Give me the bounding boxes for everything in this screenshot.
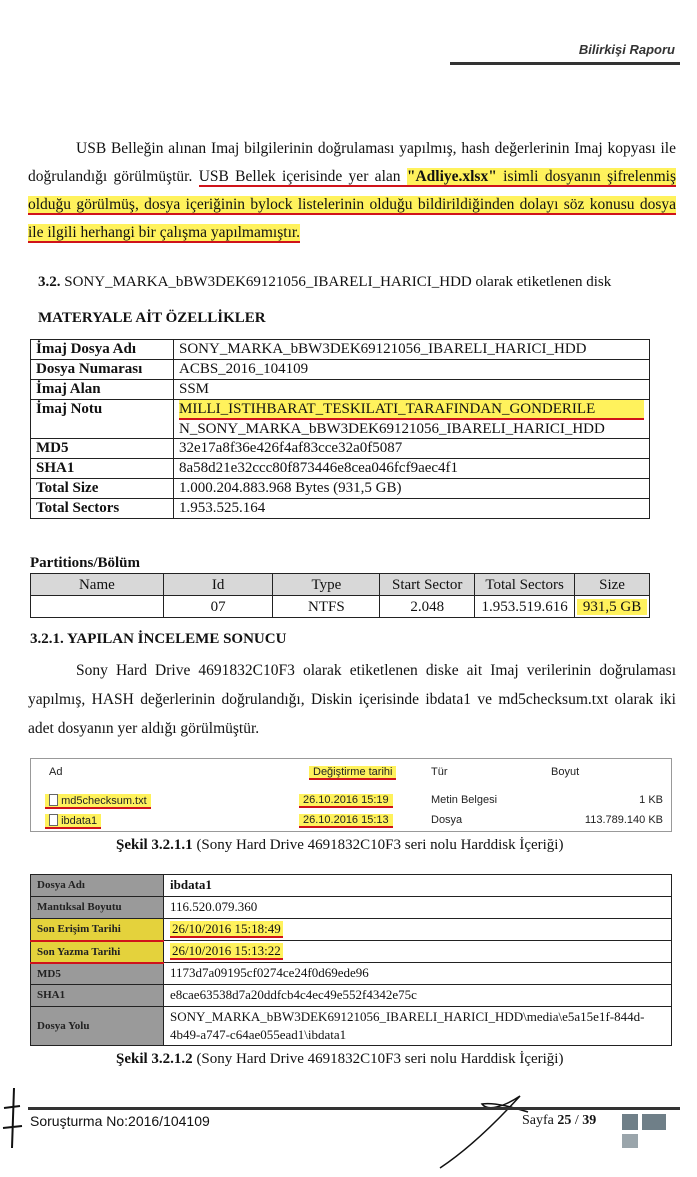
figure-label-1: Şekil 3.2.1.1 — [116, 837, 193, 853]
table-row — [31, 897, 672, 919]
last-write-key: Son Yazma Tarihi — [31, 941, 164, 963]
image-note-value — [174, 400, 650, 439]
cell-name — [31, 596, 164, 618]
file-details-table — [30, 874, 672, 1046]
file-explorer-list — [30, 758, 672, 832]
col-id: Id — [163, 574, 273, 596]
col-name: Name — [31, 574, 164, 596]
last-write-value: 26/10/2016 15:13:22 — [172, 943, 281, 958]
md5-value: 32e17a8f36e426f4af83cce32a0f5087 — [174, 439, 650, 459]
file-path-line-1: SONY_MARKA_bBW3DEK69121056_IBARELI_HARICI_HDD\media\e5a15e1f-844d- — [170, 1009, 645, 1024]
total-size-key: Total Size — [31, 479, 174, 499]
file-md5-key: MD5 — [31, 963, 164, 985]
file-path-value — [164, 1007, 672, 1046]
properties-table — [30, 339, 650, 519]
file-sha1-value: e8cae63538d7a20ddfcb4c4ec49e552f4342e75c — [164, 985, 672, 1007]
col-size: Size — [575, 574, 650, 596]
cell-start-sector: 2.048 — [380, 596, 475, 618]
image-file-name-value: SONY_MARKA_bBW3DEK69121056_IBARELI_HARICI_HDD — [174, 340, 650, 360]
file-md5-value: 1173d7a09195cf0274ce24f0d69ede96 — [164, 963, 672, 985]
table-header-row — [31, 574, 650, 596]
figure-label-2: Şekil 3.2.1.2 — [116, 1051, 193, 1067]
image-area-key: İmaj Alan — [31, 380, 174, 400]
signature-left — [3, 1088, 22, 1148]
intro-text-2: USB Bellek içerisinde yer alan — [198, 168, 407, 185]
file-size-ibdata1: 113.789.140 KB — [584, 814, 663, 826]
image-file-name-key: İmaj Dosya Adı — [31, 340, 174, 360]
explorer-col-size: Boyut — [551, 766, 580, 778]
intro-text-3: isimli dosyanın şifrelenmiş olduğu görülmüş, dosya içeriğinin bylock listelerinin olduğu bildirildiğinden dolayı söz konusu dosya ile ilgili herhangi bir çalışma yapılmamıştır. — [28, 168, 676, 241]
cell-size — [575, 596, 650, 618]
file-type-ibdata1: Dosya — [431, 814, 463, 826]
table-row — [31, 963, 672, 985]
total-sectors-value: 1.953.525.164 — [174, 499, 650, 519]
cell-total-sectors: 1.953.519.616 — [475, 596, 575, 618]
logical-size-key: Mantıksal Boyutu — [31, 897, 164, 919]
figure-text-1: (Sony Hard Drive 4691832C10F3 seri nolu Harddisk İçeriği) — [192, 837, 564, 853]
file-number-key: Dosya Numarası — [31, 360, 174, 380]
total-sectors-key: Total Sectors — [31, 499, 174, 519]
file-path-line-2: 4b49-a747-c64ae055ead1\ibdata1 — [170, 1027, 347, 1042]
intro-paragraph — [28, 135, 676, 247]
total-size-value: 1.000.204.883.968 Bytes (931,5 GB) — [174, 479, 650, 499]
table-row — [31, 1007, 672, 1046]
intro-file-name: "Adliye.xlsx" — [406, 168, 497, 185]
md5-key: MD5 — [31, 439, 174, 459]
table-row — [31, 459, 650, 479]
partitions-table — [30, 573, 650, 618]
file-name-ibdata1: ibdata1 — [45, 814, 101, 829]
table-row — [31, 596, 650, 618]
list-item — [31, 791, 671, 811]
image-note-key: İmaj Notu — [31, 400, 174, 439]
report-title: Bilirkişi Raporu — [578, 42, 675, 57]
figure-text-2: (Sony Hard Drive 4691832C10F3 seri nolu Harddisk İçeriği) — [192, 1051, 564, 1067]
file-name-key: Dosya Adı — [31, 875, 164, 897]
footer-square — [622, 1134, 638, 1148]
explorer-col-modified: Değiştirme tarihi — [309, 766, 396, 780]
image-note-line-2: N_SONY_MARKA_bBW3DEK69121056_IBARELI_HARICI_HDD — [179, 421, 605, 437]
explorer-col-type: Tür — [431, 766, 448, 778]
partitions-heading: Partitions/Bölüm — [30, 555, 141, 571]
file-name-md5checksum: md5checksum.txt — [45, 794, 151, 809]
section-3-2-heading — [38, 274, 611, 291]
file-sha1-key: SHA1 — [31, 985, 164, 1007]
header-rule — [450, 62, 680, 65]
table-row — [31, 479, 650, 499]
footer-square — [642, 1114, 666, 1130]
intro-text-1: USB Belleğin alınan Imaj bilgilerinin doğrulaması yapılmış, hash değerlerinin Imaj kopyası ile doğrulandığı görülmüştür. — [28, 140, 676, 185]
file-size-md5checksum: 1 KB — [639, 794, 663, 806]
last-access-cell — [164, 919, 672, 941]
table-row — [31, 380, 650, 400]
sha1-key: SHA1 — [31, 459, 174, 479]
table-row — [31, 941, 672, 963]
logical-size-value: 116.520.079.360 — [164, 897, 672, 919]
footer-page-number: Sayfa 25 / 39 — [522, 1113, 597, 1128]
list-item — [31, 811, 671, 831]
sha1-value: 8a58d21e32ccc80f873446e8cea046fcf9aec4f1 — [174, 459, 650, 479]
footer-rule — [28, 1107, 680, 1110]
table-row — [31, 439, 650, 459]
table-row — [31, 919, 672, 941]
table-row — [31, 360, 650, 380]
col-type: Type — [273, 574, 380, 596]
section-3-2-text: SONY_MARKA_bBW3DEK69121056_IBARELI_HARICI_HDD olarak etiketlenen disk — [64, 274, 612, 290]
table-row — [31, 875, 672, 897]
section-3-2-number: 3.2. — [38, 274, 61, 290]
materials-heading: MATERYALE AİT ÖZELLİKLER — [38, 310, 266, 326]
image-note-line-1: MILLI_ISTIHBARAT_TESKILATI_TARAFINDAN_GONDERILE — [179, 400, 644, 420]
table-row — [31, 400, 650, 439]
file-name-value: ibdata1 — [164, 875, 672, 897]
image-area-value: SSM — [174, 380, 650, 400]
col-start-sector: Start Sector — [380, 574, 475, 596]
last-access-value: 26/10/2016 15:18:49 — [172, 921, 281, 936]
cell-type: NTFS — [273, 596, 380, 618]
figure-caption-1 — [116, 837, 563, 854]
file-number-value: ACBS_2016_104109 — [174, 360, 650, 380]
table-row — [31, 499, 650, 519]
cell-size-value: 931,5 GB — [577, 599, 647, 615]
section-3-2-1-paragraph: Sony Hard Drive 4691832C10F3 olarak etiketlenen diske ait Imaj verilerinin doğrulaması yapılmış, HASH değerlerinin doğrulandığı, Diskin içerisinde ibdata1 ve md5checksum.txt olarak iki adet dosyanın yer aldığı görülmüştür. — [28, 662, 676, 737]
file-path-key: Dosya Yolu — [31, 1007, 164, 1046]
explorer-header-row — [31, 763, 671, 783]
table-row — [31, 985, 672, 1007]
file-modified-ibdata1: 26.10.2016 15:13 — [299, 814, 393, 828]
section-3-2-1-heading: 3.2.1. YAPILAN İNCELEME SONUCU — [30, 631, 287, 647]
file-type-md5checksum: Metin Belgesi — [431, 794, 498, 806]
footer-case-number: Soruşturma No:2016/104109 — [30, 1113, 210, 1129]
col-total-sectors: Total Sectors — [475, 574, 575, 596]
cell-id: 07 — [163, 596, 273, 618]
last-write-cell — [164, 941, 672, 963]
last-access-key: Son Erişim Tarihi — [31, 919, 164, 941]
file-icon — [49, 814, 58, 826]
figure-caption-2 — [116, 1051, 563, 1068]
table-row — [31, 340, 650, 360]
footer-square — [622, 1114, 638, 1130]
text-file-icon — [49, 794, 58, 806]
explorer-col-name: Ad — [49, 766, 63, 778]
file-modified-md5checksum: 26.10.2016 15:19 — [299, 794, 393, 808]
